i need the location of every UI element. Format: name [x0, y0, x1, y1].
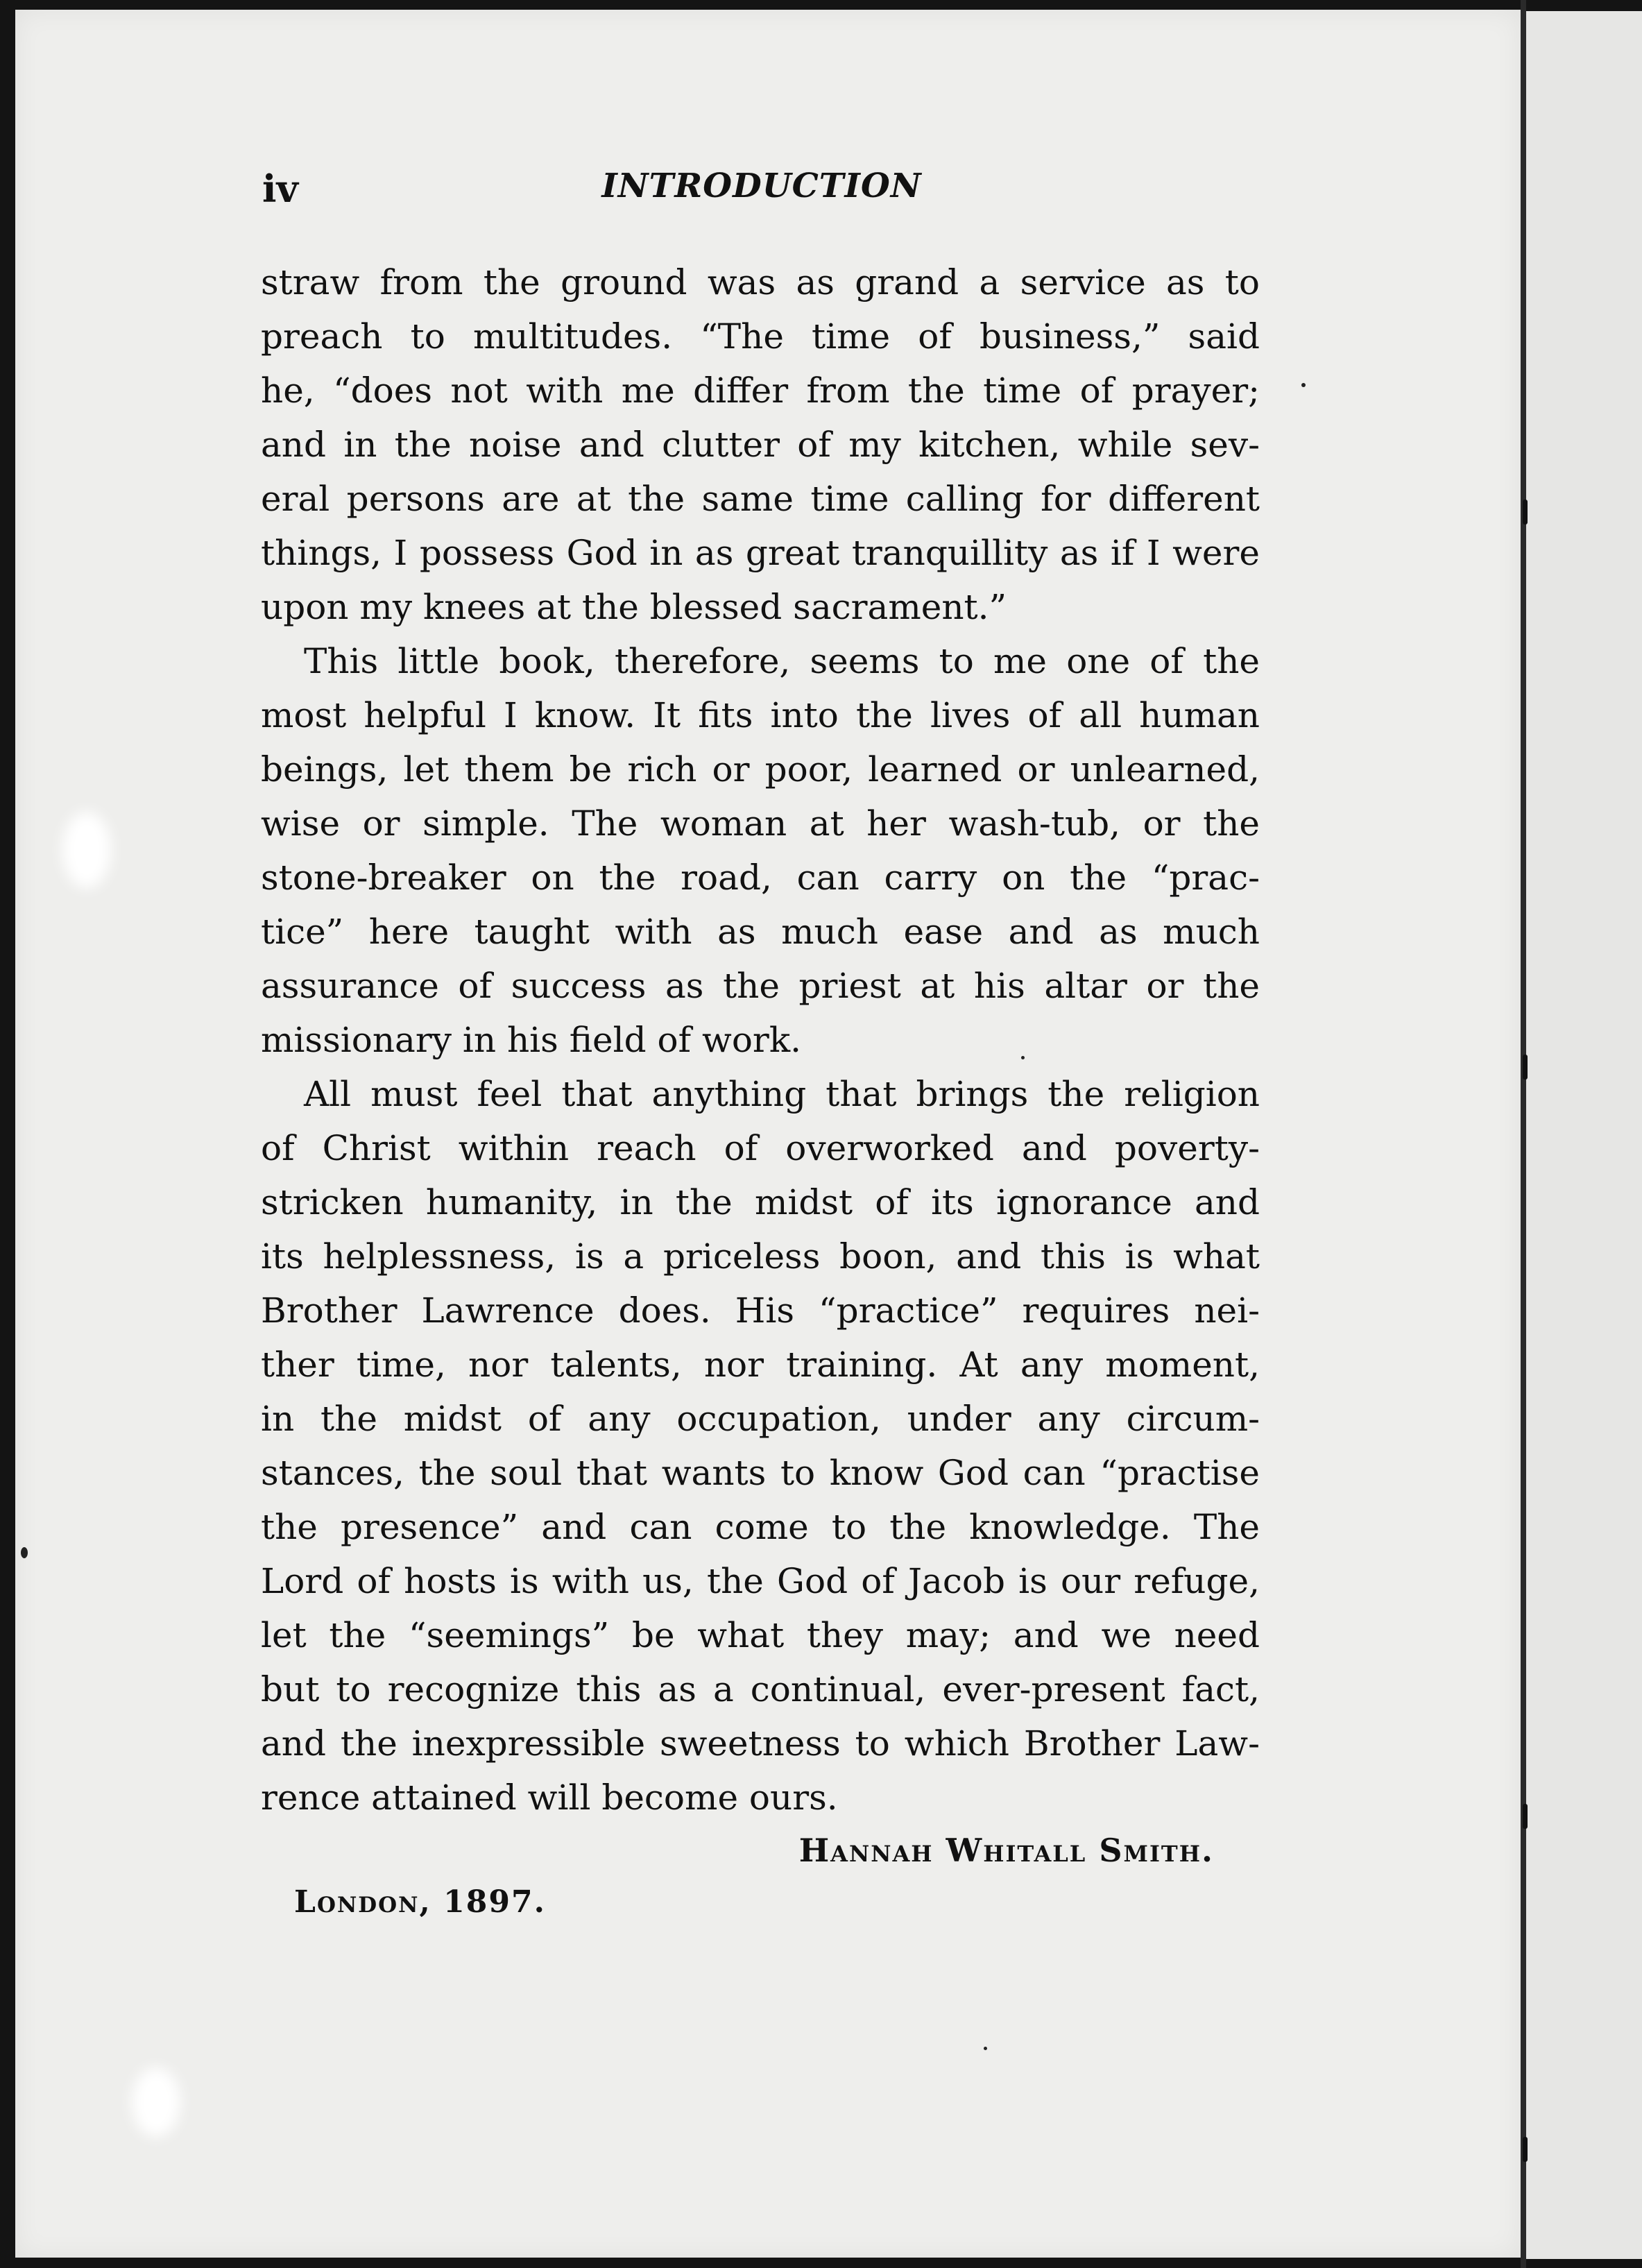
text-line: in the midst of any occupation, under any circum- [261, 1399, 1260, 1439]
text-line: wise or simple. The woman at her wash-tub, or the [261, 803, 1260, 844]
text-line: Brother Lawrence does. His “practice” requires nei- [261, 1290, 1260, 1331]
page-gutter-edge [1521, 0, 1526, 2268]
running-head [262, 167, 1261, 215]
text-line: and the inexpressible sweetness to which Brother Law- [261, 1723, 1260, 1764]
text-line: Lord of hosts is with us, the God of Jacob is our refuge, [261, 1561, 1260, 1601]
text-line: but to recognize this as a continual, ever-present fact, [261, 1669, 1260, 1709]
ink-speck [984, 2047, 987, 2050]
text-line: its helplessness, is a priceless boon, and this is what [261, 1236, 1260, 1277]
text-line: straw from the ground was as grand a service as to [261, 262, 1260, 302]
binding-mark [1523, 500, 1528, 525]
text-line: most helpful I know. It fits into the lives of all human [261, 695, 1260, 735]
place-and-date: London, 1897. [294, 1884, 546, 1920]
binding-mark [1523, 2137, 1528, 2162]
text-line: things, I possess God in as great tranquillity as if I were [261, 533, 1260, 573]
scan-glare [132, 2067, 180, 2137]
text-line: and in the noise and clutter of my kitchen, while sev- [261, 425, 1260, 465]
text-line: This little book, therefore, seems to me one of the [304, 641, 1260, 681]
scan-glare [62, 812, 111, 888]
text-line: upon my knees at the blessed sacrament.” [261, 587, 1007, 627]
facing-page-strip [1526, 11, 1642, 2259]
binding-mark [1523, 1055, 1528, 1080]
text-line: ther time, nor talents, nor training. At any moment, [261, 1345, 1260, 1385]
text-line: he, “does not with me differ from the time of prayer; [261, 370, 1260, 411]
ink-speck [1301, 383, 1306, 387]
text-line: All must feel that anything that brings the religion [304, 1074, 1260, 1114]
chapter-title: INTRODUCTION [601, 167, 922, 205]
text-line: the presence” and can come to the knowledge. The [261, 1507, 1260, 1547]
text-line: stricken humanity, in the midst of its ignorance and [261, 1182, 1260, 1222]
text-line: of Christ within reach of overworked and poverty- [261, 1128, 1260, 1168]
text-line: missionary in his field of work. [261, 1020, 802, 1060]
text-line: eral persons are at the same time calling for different [261, 479, 1260, 519]
text-line: assurance of success as the priest at his altar or the [261, 966, 1260, 1006]
body-text [261, 255, 1260, 1825]
author-signature: Hannah Whitall Smith. [798, 1832, 1214, 1869]
binding-mark [1523, 1804, 1528, 1829]
text-line: preach to multitudes. “The time of business,” said [261, 316, 1260, 357]
text-line: stone-breaker on the road, can carry on the “prac- [261, 858, 1260, 898]
ink-speck [21, 1547, 28, 1558]
text-line: stances, the soul that wants to know God can “practise [261, 1453, 1260, 1493]
text-line: tice” here taught with as much ease and as much [261, 912, 1260, 952]
text-line: rence attained will become ours. [261, 1777, 838, 1818]
text-line: let the “seemings” be what they may; and we need [261, 1615, 1260, 1655]
text-line: beings, let them be rich or poor, learned or unlearned, [261, 749, 1260, 790]
page-number: iv [262, 167, 298, 211]
